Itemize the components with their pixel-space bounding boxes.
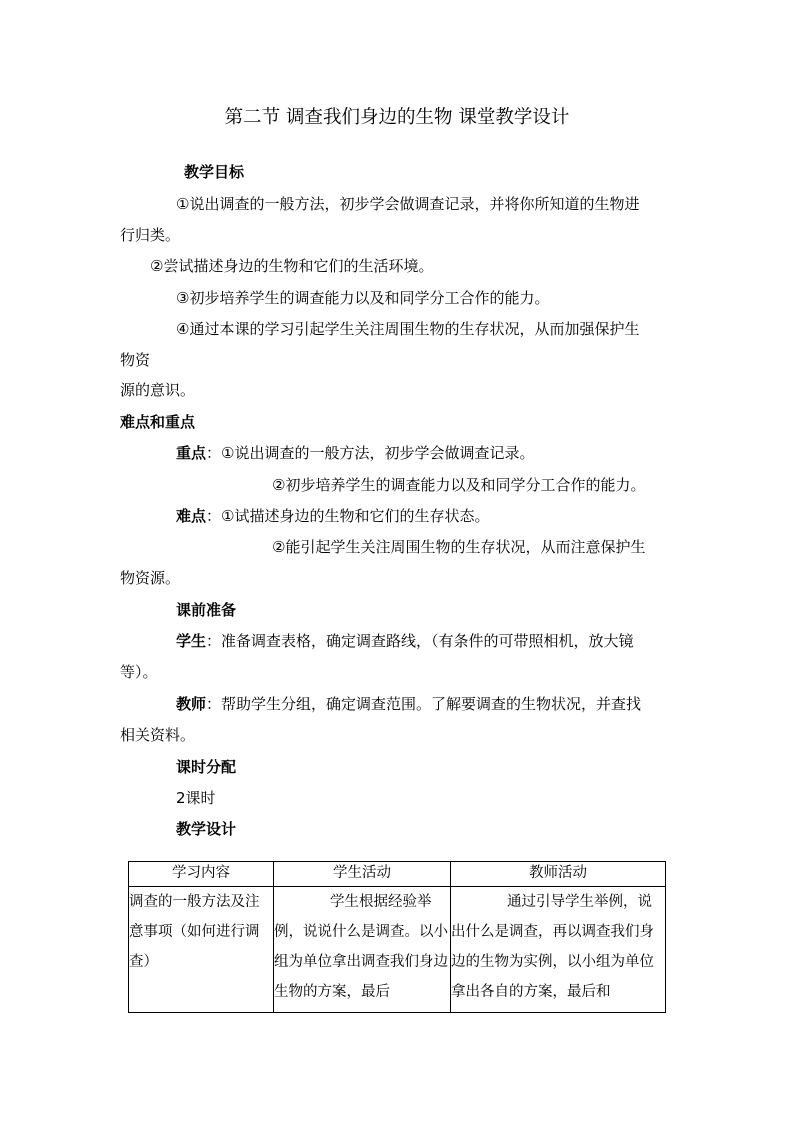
teacher-prep-line-1 [176, 694, 641, 714]
student-prep-line-1 [176, 631, 634, 651]
student-label: 学生 [176, 632, 207, 650]
key-point-1-text: ：①说出调查的一般方法，初步学会做调查记录。 [206, 444, 535, 462]
preparation-heading: 课前准备 [176, 601, 237, 619]
student-prep-line-2: 等）。 [120, 663, 158, 681]
key-label: 重点 [176, 444, 207, 462]
design-table [128, 861, 666, 1013]
cell-content-text: 调查的一般方法及注意事项（如何进行调查） [129, 894, 260, 970]
column-header-content: 学习内容 [129, 862, 274, 887]
design-heading: 教学设计 [176, 820, 237, 838]
schedule-value: 2课时 [176, 789, 216, 807]
objective-1-line-1: ①说出调查的一般方法，初步学会做调查记录，并将你所知道的生物进 [176, 195, 640, 213]
objective-3: ③初步培养学生的调查能力以及和同学分工合作的能力。 [176, 289, 550, 307]
objective-4-line-2: 物资 [120, 351, 151, 369]
objective-1-line-2: 行归类。 [120, 226, 181, 244]
schedule-heading: 课时分配 [176, 758, 237, 776]
difficulty-1 [176, 506, 489, 526]
teacher-prep-text: ：帮助学生分组，确定调查范围。了解要调查的生物状况，并查找 [206, 695, 642, 713]
column-header-student: 学生活动 [274, 862, 451, 887]
objective-4-line-3: 源的意识。 [120, 381, 196, 399]
difficulty-label: 难点 [176, 507, 207, 525]
difficulty-2-line-2: 物资源。 [120, 569, 181, 587]
cell-student-text: 学生根据经验举例，说说什么是调查。以小组为单位拿出调查我们身边生物的方案，最后 [274, 894, 448, 1000]
difficulty-2-line-1: ②能引起学生关注周围生物的生存状况，从而注意保护生 [272, 538, 646, 556]
difficulty-1-text: ：①试描述身边的生物和它们的生存状态。 [206, 507, 490, 525]
key-point-2: ②初步培养学生的调查能力以及和同学分工合作的能力。 [272, 476, 646, 494]
cell-content [129, 887, 274, 1013]
key-point-1 [176, 443, 534, 463]
teacher-prep-line-2: 相关资料。 [120, 726, 196, 744]
table-header-row [129, 862, 666, 887]
cell-teacher [451, 887, 666, 1013]
objectives-heading: 教学目标 [184, 163, 245, 181]
objective-4-line-1: ④通过本课的学习引起学生关注周围生物的生存状况，从而加强保护生 [176, 320, 640, 338]
cell-teacher-text: 通过引导学生举例，说出什么是调查，再以调查我们身边的生物为实例，以小组为单位拿出各自的方案，最后和 [451, 894, 654, 1000]
table-row [129, 887, 666, 1013]
key-points-heading: 难点和重点 [120, 413, 196, 431]
column-header-teacher: 教师活动 [451, 862, 666, 887]
objective-2: ②尝试描述身边的生物和它们的生活环境。 [150, 257, 434, 275]
page-title: 第二节 调查我们身边的生物 课堂教学设计 [224, 107, 570, 128]
cell-student [274, 887, 451, 1013]
teacher-label: 教师 [176, 695, 207, 713]
student-prep-text: ：准备调查表格，确定调查路线，（有条件的可带照相机，放大镜 [206, 632, 634, 650]
